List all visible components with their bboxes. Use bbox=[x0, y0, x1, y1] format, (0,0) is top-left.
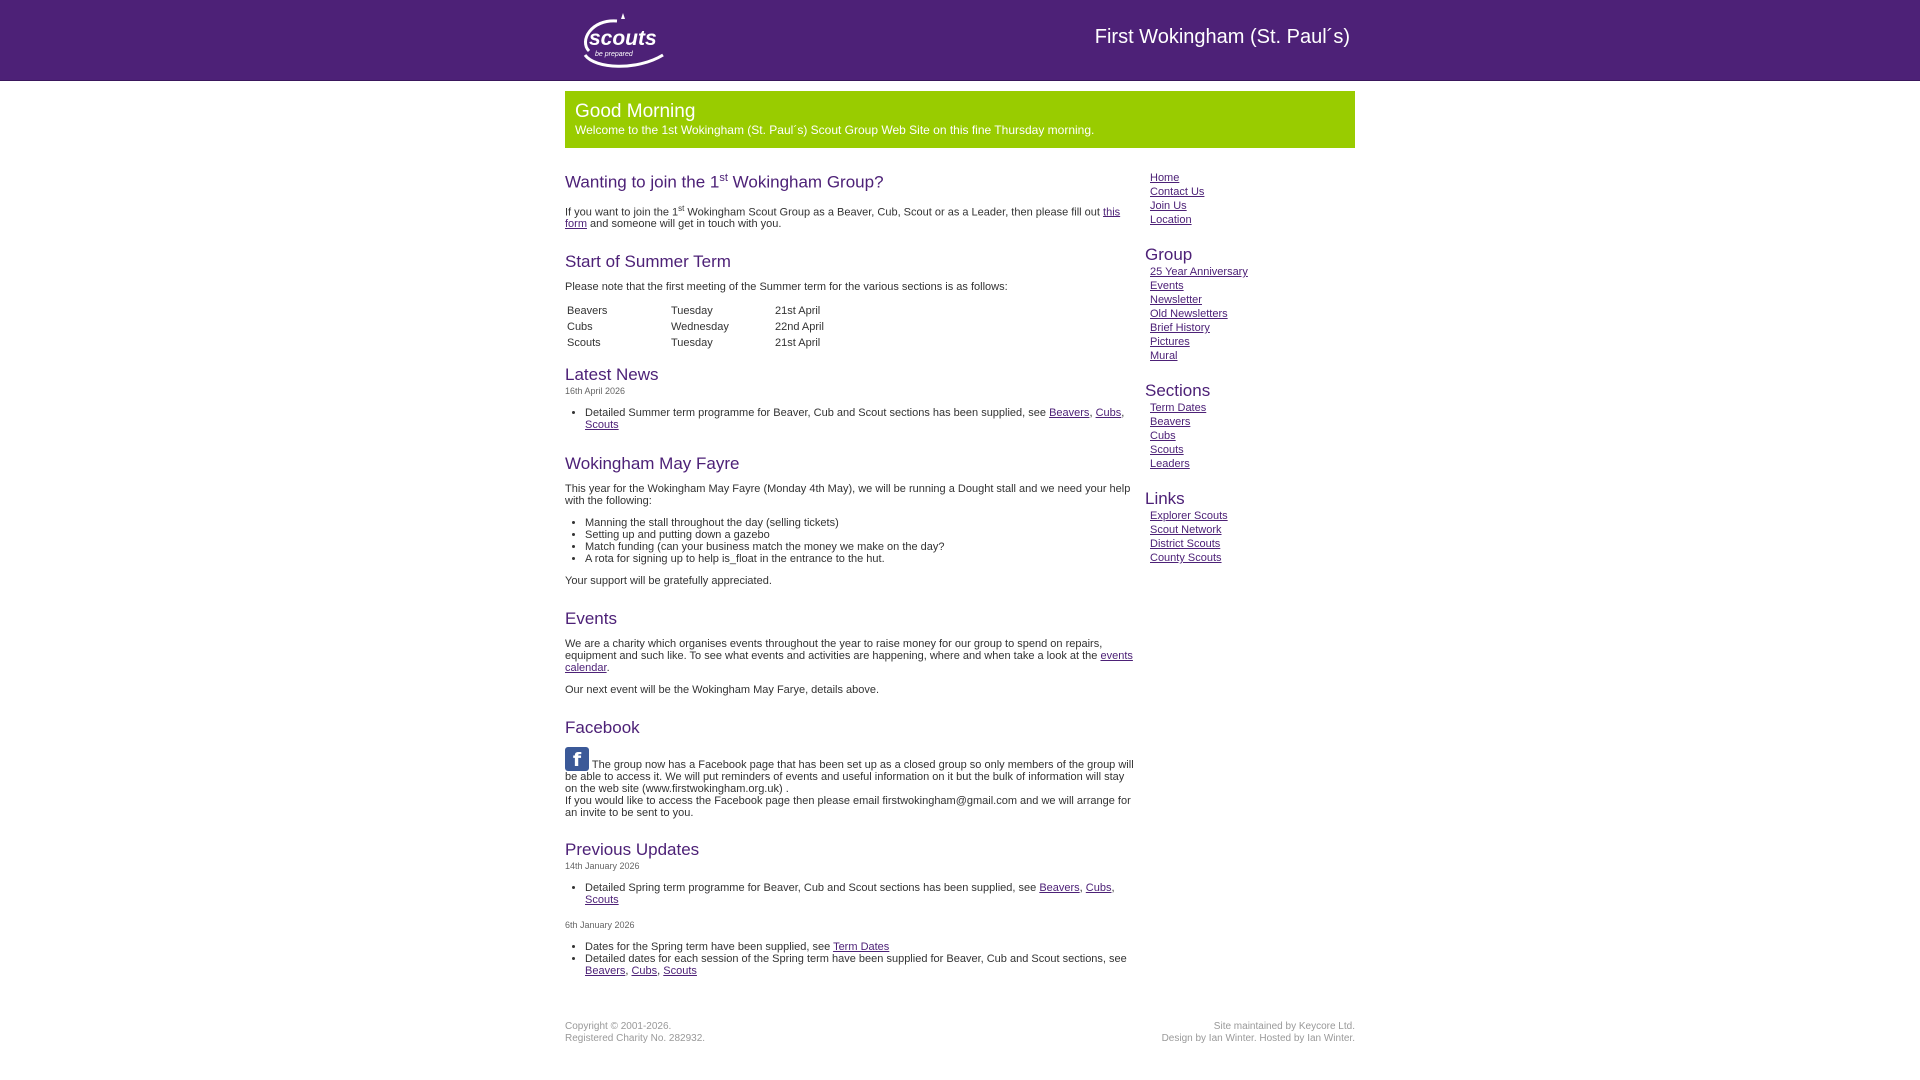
table-cell: Cubs bbox=[567, 320, 593, 333]
sidebar-group-heading: Group bbox=[1145, 245, 1193, 264]
scouts-logo[interactable] bbox=[575, 11, 671, 71]
sidebar-group-nav bbox=[1145, 265, 1355, 363]
table-cell: Scouts bbox=[567, 336, 601, 349]
sidebar-item-home[interactable]: Home bbox=[1150, 172, 1180, 184]
table-row bbox=[565, 319, 826, 335]
design-credit: Design by Ian Winter. Hosted by Ian Winter. bbox=[1161, 1033, 1355, 1044]
copyright: Copyright © 2001-2026. bbox=[565, 1021, 672, 1032]
footer-right bbox=[1162, 1021, 1355, 1045]
sidebar-item-leaders[interactable]: Leaders bbox=[1150, 458, 1190, 470]
sidebar-item-county-scouts[interactable]: County Scouts bbox=[1150, 552, 1222, 564]
sidebar bbox=[1145, 171, 1355, 565]
site-header bbox=[0, 0, 1920, 81]
sidebar-item-scout-network[interactable]: Scout Network bbox=[1150, 524, 1222, 536]
logo-wordmark: scouts bbox=[589, 27, 657, 50]
list-item: • Detailed Summer term programme for Beaver, Cub and Scout sections has been supplied, see Beavers, Cubs, Scouts bbox=[585, 407, 1135, 431]
fayre-heading: Wokingham May Fayre bbox=[565, 454, 740, 474]
table-cell: Tuesday bbox=[671, 336, 713, 349]
join-heading: Wanting to join the 1st Wokingham Group? bbox=[565, 172, 884, 192]
table-cell: 22nd April bbox=[775, 320, 824, 333]
table-row bbox=[565, 303, 826, 319]
table-cell: Wednesday bbox=[671, 320, 729, 333]
table-row bbox=[565, 335, 826, 351]
sidebar-item-brief-history[interactable]: Brief History bbox=[1150, 322, 1210, 334]
events-text: We are a charity which organises events throughout the year to raise money for our group to spend on repairs, equipment and such like. To see what events and activities are happening, where and when take a look at the events calendar. bbox=[565, 638, 1133, 675]
sidebar-item-anniversary[interactable]: 25 Year Anniversary bbox=[1150, 266, 1248, 278]
site-title: First Wokingham (St. Paul´s) bbox=[1094, 26, 1350, 48]
news-heading: Latest News bbox=[565, 365, 659, 385]
table-cell: 21st April bbox=[775, 304, 821, 317]
beavers-link[interactable]: Beavers bbox=[585, 965, 626, 978]
sidebar-sections-heading: Sections bbox=[1145, 381, 1211, 400]
sidebar-item-events[interactable]: Events bbox=[1150, 280, 1184, 292]
cubs-link[interactable]: Cubs bbox=[631, 965, 658, 978]
facebook-icon[interactable]: f bbox=[565, 747, 589, 771]
sidebar-links-nav bbox=[1145, 509, 1355, 565]
list-item: • Match funding (can your business match the money we make on the day? bbox=[585, 541, 1135, 553]
summer-table bbox=[565, 303, 826, 351]
previous-list-1 bbox=[565, 882, 1135, 906]
sidebar-item-join-us[interactable]: Join Us bbox=[1150, 200, 1187, 212]
sidebar-item-district-scouts[interactable]: District Scouts bbox=[1150, 538, 1221, 550]
news-list bbox=[565, 407, 1135, 431]
sidebar-item-newsletter[interactable]: Newsletter bbox=[1150, 294, 1202, 306]
list-item: • Setting up and putting down a gazebo bbox=[585, 529, 1135, 541]
footer-left bbox=[565, 1021, 705, 1045]
news-date: 16th April 2026 bbox=[565, 386, 626, 397]
events-next: Our next event will be the Wokingham May Farye, details above. bbox=[565, 684, 880, 697]
scouts-link[interactable]: Scouts bbox=[585, 419, 619, 432]
scouts-link[interactable]: Scouts bbox=[585, 894, 619, 907]
cubs-link[interactable]: Cubs bbox=[1095, 407, 1122, 420]
table-cell: Beavers bbox=[567, 304, 608, 317]
list-item: • Detailed Spring term programme for Beaver, Cub and Scout sections has been supplied, see Beavers, Cubs, Scouts bbox=[585, 882, 1135, 906]
cubs-link[interactable]: Cubs bbox=[1085, 882, 1112, 895]
fayre-list bbox=[565, 517, 1135, 565]
previous-list-2 bbox=[565, 941, 1135, 977]
sidebar-item-location[interactable]: Location bbox=[1150, 214, 1192, 226]
previous-heading: Previous Updates bbox=[565, 840, 700, 860]
summer-heading: Start of Summer Term bbox=[565, 252, 731, 272]
welcome-banner bbox=[565, 91, 1355, 148]
table-cell: 21st April bbox=[775, 336, 821, 349]
table-cell: Tuesday bbox=[671, 304, 713, 317]
list-item: • Detailed dates for each session of the Spring term have been supplied for Beaver, Cub and Scout sections, see Beavers, Cubs, Scouts bbox=[585, 953, 1135, 977]
sidebar-item-beavers[interactable]: Beavers bbox=[1150, 416, 1191, 428]
beavers-link[interactable]: Beavers bbox=[1049, 407, 1090, 420]
beavers-link[interactable]: Beavers bbox=[1039, 882, 1080, 895]
previous-date-2: 6th January 2026 bbox=[565, 920, 635, 931]
sidebar-links-heading: Links bbox=[1145, 489, 1185, 508]
sidebar-item-term-dates[interactable]: Term Dates bbox=[1150, 402, 1207, 414]
list-item: • Manning the stall throughout the day (selling tickets) bbox=[585, 517, 1135, 529]
join-text: If you want to join the 1st Wokingham Scout Group as a Beaver, Cub, Scout or as a Leader, then please fill out this form and someone will get in touch with you. bbox=[565, 203, 1121, 231]
previous-date-1: 14th January 2026 bbox=[565, 861, 640, 872]
sidebar-item-scouts[interactable]: Scouts bbox=[1150, 444, 1184, 456]
charity-number: Registered Charity No. 282932. bbox=[565, 1033, 706, 1044]
maintained-by: Site maintained by Keycore Ltd. bbox=[1213, 1021, 1355, 1032]
events-calendar-link[interactable]: events calendar bbox=[565, 650, 1133, 675]
join-form-link[interactable]: this form bbox=[565, 206, 1121, 231]
sidebar-item-cubs[interactable]: Cubs bbox=[1150, 430, 1176, 442]
list-item: • Dates for the Spring term have been supplied, see Term Dates bbox=[585, 941, 1135, 953]
fayre-outro: Your support will be gratefully appreciated. bbox=[565, 575, 772, 588]
fayre-intro: This year for the Wokingham May Fayre (Monday 4th May), we will be running a Dought stall and we need your help with the following: bbox=[565, 483, 1131, 508]
sidebar-main-nav bbox=[1145, 171, 1355, 227]
summer-intro: Please note that the first meeting of the Summer term for the various sections is as follows: bbox=[565, 281, 1008, 294]
sidebar-item-old-newsletters[interactable]: Old Newsletters bbox=[1150, 308, 1228, 320]
list-item: • A rota for signing up to help is_float in the entrance to the hut. bbox=[585, 553, 1135, 565]
sidebar-item-explorer-scouts[interactable]: Explorer Scouts bbox=[1150, 510, 1228, 522]
logo-tagline: be prepared bbox=[595, 51, 633, 58]
welcome-message: Welcome to the 1st Wokingham (St. Paul´s) Scout Group Web Site on this fine Thursday morning. bbox=[575, 123, 1095, 137]
sidebar-item-mural[interactable]: Mural bbox=[1150, 350, 1178, 362]
events-heading: Events bbox=[565, 609, 617, 629]
facebook-text: f The group now has a Facebook page that has been set up as a closed group so only members of the group will be able to access it. We will put reminders of events and useful information on it but the bulk of information will stay on the web site (www.firstwokingham.org.uk) . If you would like to access the Facebook page then please email firstwokingham@gmail.com and we will arrange for an invite to be sent to you. bbox=[565, 749, 1134, 820]
scouts-link[interactable]: Scouts bbox=[663, 965, 697, 978]
facebook-heading: Facebook bbox=[565, 718, 640, 738]
main-content bbox=[565, 168, 1135, 977]
term-dates-link[interactable]: Term Dates bbox=[833, 941, 890, 954]
sidebar-item-pictures[interactable]: Pictures bbox=[1150, 336, 1190, 348]
greeting: Good Morning bbox=[575, 101, 696, 122]
sidebar-sections-nav bbox=[1145, 401, 1355, 471]
sidebar-item-contact-us[interactable]: Contact Us bbox=[1150, 186, 1205, 198]
